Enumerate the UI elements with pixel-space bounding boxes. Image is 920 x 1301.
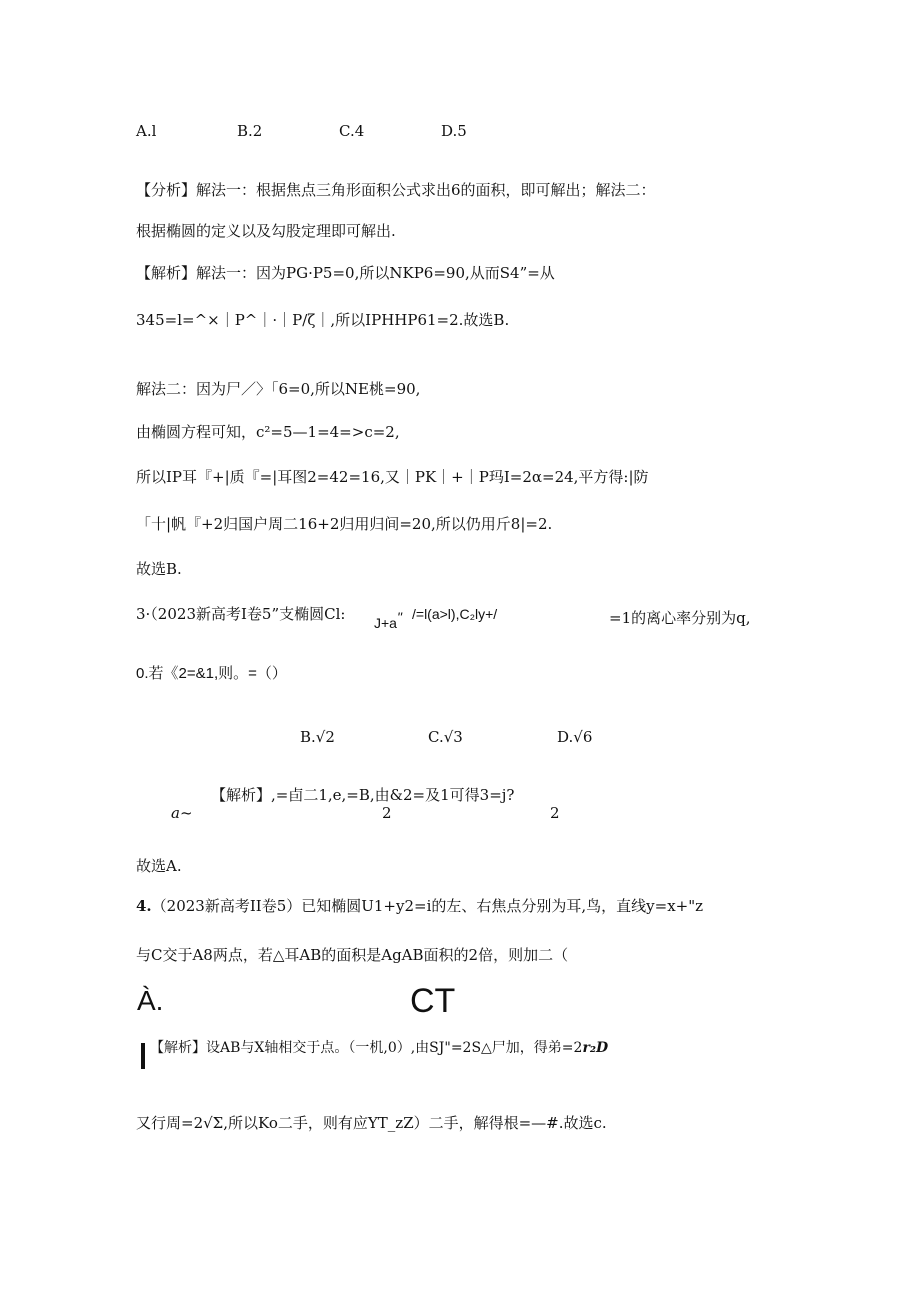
q3-denominator-2: 2 [550,804,560,822]
q4-option-a: À. [137,985,164,1016]
q3-frac-left: a~ [171,804,193,822]
q2-solution-line1: 【解析】解法一：因为PG·P5=0,所以NKP6=90,从而S4”=从 [136,264,555,282]
q2-option-b: B.2 [237,122,263,140]
q3-option-b: B.√2 [300,728,335,746]
q2-method2-line3: 所以IP耳『+|质『=|耳图2=42=16,又｜PK｜+｜P玛I=2α=24,平方得:|防 [136,468,649,486]
q3-conclusion: 故选A. [136,857,182,875]
q4-solution-line1: 【解析】设AB与X轴相交于点。（一机,0）,由SJ"=2S△尸加，得弟=2r₂D [150,1040,609,1056]
q3-solution: 【解析】,=卣二1,e,=B,由&2=及1可得3=j? [211,786,515,804]
left-margin-bar [141,1043,145,1069]
q4-stem-line1 [136,896,703,916]
q2-solution-line2: 345=l=^×｜P^｜·｜P/ζ｜,所以IPHHP61=2.故选B. [136,311,510,329]
q2-option-a: A.l [136,122,157,140]
q2-option-d: D.5 [441,122,467,140]
q2-method2-line2: 由椭圆方程可知，c²=5—1=4=>c=2, [136,423,400,441]
q3-stem-prefix: 3·（2023新高考I卷5”支椭圆Cl: [136,605,346,623]
q3-option-d: D.√6 [557,728,593,746]
q4-stem-line2: 与C交于A8两点，若△耳AB的面积是AgAB面积的2倍，则加二（ [136,946,569,964]
q2-method2-line4: 「十|帆『+2归国户周二16+2归用归间=20,所以仍用斤8|=2. [136,515,553,533]
q2-method2-line1: 解法二：因为尸／〉「6=0,所以NE桃=90, [136,380,421,398]
q3-stem-line2: 0.若《2=&1,则。=（） [136,665,287,682]
q3-stem-suffix: =1的离心率分别为q, [609,609,751,627]
q4-number: 4. [136,897,152,915]
q3-option-c: C.√3 [428,728,463,746]
q4-stem-text: （2023新高考II卷5）已知椭圆U1+y2=i的左、右焦点分别为耳,鸟，直线y=x+"z [151,897,704,915]
q3-stem-formula-low: J+a" [374,609,402,631]
q2-analysis-line2: 根据椭圆的定义以及勾股定理即可解出. [136,222,396,240]
q3-denominator-1: 2 [382,804,392,822]
q4-option-ct: CT [410,982,456,1020]
q2-analysis-line1: 【分析】解法一：根据焦点三角形面积公式求出6的面积，即可解出；解法二： [136,181,656,199]
q3-stem-formula: /=l(a>l),C₂ly+/ [412,606,498,622]
q2-option-c: C.4 [339,122,365,140]
q2-conclusion: 故选B. [136,560,182,578]
q4-solution-line2: 又行周=2√Σ,所以Ko二手，则有应YT_zZ）二手，解得根=—#.故选c. [136,1114,607,1132]
